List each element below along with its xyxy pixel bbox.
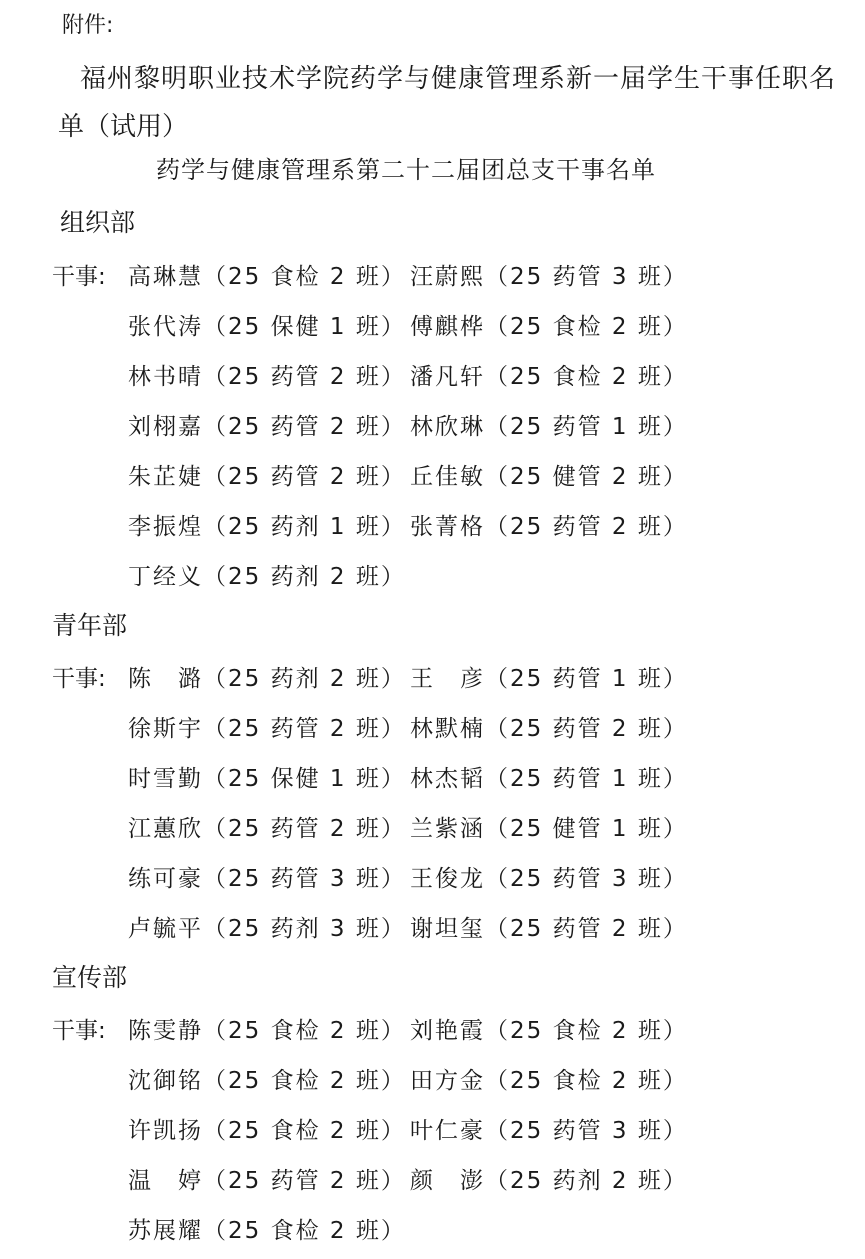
member-entry: 王俊龙（25 药管 3 班） (410, 866, 688, 892)
member-entry: 王 彦（25 药管 1 班） (410, 666, 688, 692)
department-heading: 宣传部 (52, 963, 128, 992)
member-entry: 朱芷婕（25 药管 2 班） (128, 464, 406, 490)
member-entry: 林默楠（25 药管 2 班） (410, 716, 688, 742)
member-entry: 江蕙欣（25 药管 2 班） (128, 816, 406, 842)
member-entry: 练可豪（25 药管 3 班） (128, 866, 406, 892)
member-entry: 兰紫涵（25 健管 1 班） (410, 816, 688, 842)
attachment-label: 附件: (62, 13, 114, 38)
role-label: 干事: (52, 666, 106, 692)
title-line-1: 福州黎明职业技术学院药学与健康管理系新一届学生干事任职名 (80, 64, 837, 94)
role-label: 干事: (52, 264, 106, 290)
subtitle: 药学与健康管理系第二十二届团总支干事名单 (156, 156, 656, 184)
member-entry: 张代涛（25 保健 1 班） (128, 314, 406, 340)
member-entry: 卢毓平（25 药剂 3 班） (128, 916, 406, 942)
member-entry: 温 婷（25 药管 2 班） (128, 1168, 406, 1194)
member-entry: 傅麒桦（25 食检 2 班） (410, 314, 688, 340)
member-entry: 林书晴（25 药管 2 班） (128, 364, 406, 390)
department-heading: 青年部 (52, 611, 128, 640)
member-entry: 高琳慧（25 食检 2 班） (128, 264, 406, 290)
member-entry: 田方金（25 食检 2 班） (410, 1068, 688, 1094)
member-entry: 刘栩嘉（25 药管 2 班） (128, 414, 406, 440)
member-entry: 谢坦玺（25 药管 2 班） (410, 916, 688, 942)
member-entry: 刘艳霞（25 食检 2 班） (410, 1018, 688, 1044)
member-entry: 丁经义（25 药剂 2 班） (128, 564, 406, 590)
member-entry: 沈御铭（25 食检 2 班） (128, 1068, 406, 1094)
member-entry: 林杰韬（25 药管 1 班） (410, 766, 688, 792)
member-entry: 时雪勤（25 保健 1 班） (128, 766, 406, 792)
member-entry: 许凯扬（25 食检 2 班） (128, 1118, 406, 1144)
member-entry: 林欣琳（25 药管 1 班） (410, 414, 688, 440)
member-entry: 陈雯静（25 食检 2 班） (128, 1018, 406, 1044)
member-entry: 潘凡轩（25 食检 2 班） (410, 364, 688, 390)
member-entry: 张菁格（25 药管 2 班） (410, 514, 688, 540)
member-entry: 徐斯宇（25 药管 2 班） (128, 716, 406, 742)
department-heading: 组织部 (60, 208, 136, 237)
title-line-2: 单（试用） (58, 112, 189, 142)
member-entry: 汪蔚熙（25 药管 3 班） (410, 264, 688, 290)
member-entry: 苏展耀（25 食检 2 班） (128, 1218, 406, 1244)
member-entry: 颜 澎（25 药剂 2 班） (410, 1168, 688, 1194)
member-entry: 陈 潞（25 药剂 2 班） (128, 666, 406, 692)
member-entry: 李振煌（25 药剂 1 班） (128, 514, 406, 540)
role-label: 干事: (52, 1018, 106, 1044)
member-entry: 叶仁豪（25 药管 3 班） (410, 1118, 688, 1144)
member-entry: 丘佳敏（25 健管 2 班） (410, 464, 688, 490)
